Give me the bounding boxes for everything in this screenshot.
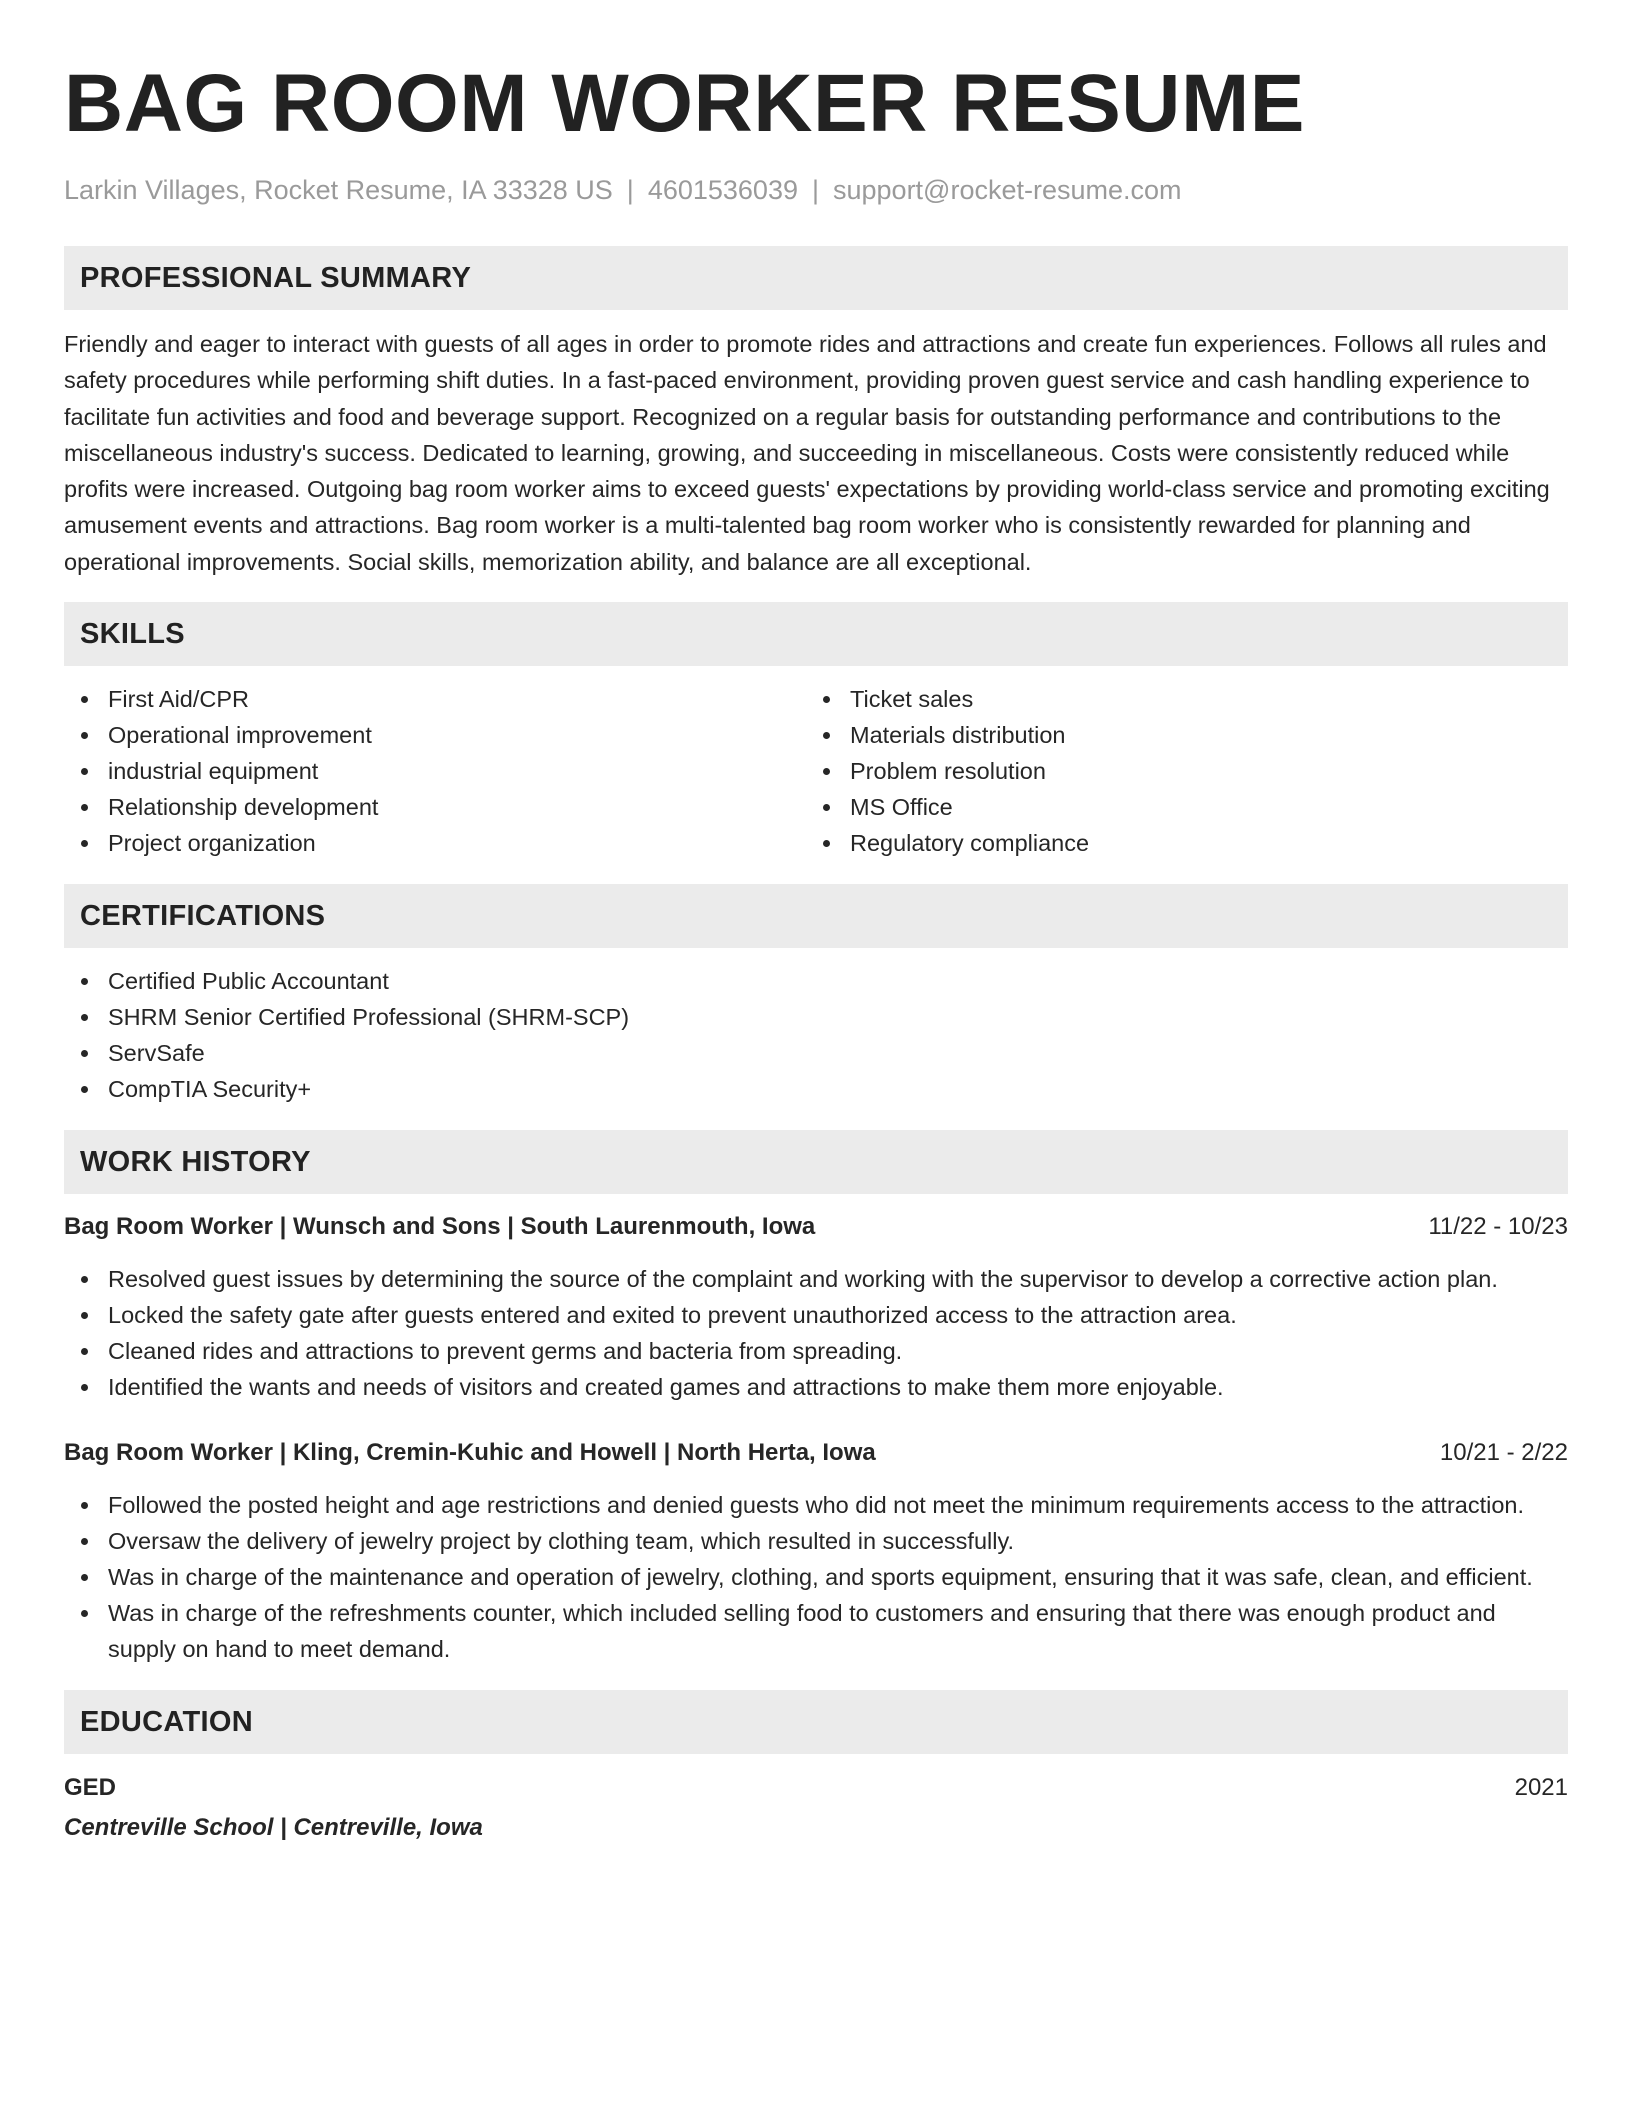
job-bullet: Oversaw the delivery of jewelry project by clothing team, which resulted in successfully. bbox=[64, 1523, 1568, 1559]
skill-item: First Aid/CPR bbox=[64, 681, 806, 717]
skill-item: Operational improvement bbox=[64, 717, 806, 753]
certification-item: Certified Public Accountant bbox=[64, 963, 1568, 999]
job-bullet: Cleaned rides and attractions to prevent germs and bacteria from spreading. bbox=[64, 1333, 1568, 1369]
job-bullet: Identified the wants and needs of visitors and created games and attractions to make them more enjoyable. bbox=[64, 1369, 1568, 1405]
certifications-list bbox=[64, 963, 1568, 1107]
education-entry bbox=[64, 1770, 1568, 1846]
contact-email: support@rocket-resume.com bbox=[833, 175, 1182, 205]
resume-title: BAG ROOM WORKER RESUME bbox=[64, 58, 1305, 149]
skill-item: Ticket sales bbox=[806, 681, 1548, 717]
skill-item: Regulatory compliance bbox=[806, 825, 1548, 861]
education-school: Centreville School | Centreville, Iowa bbox=[64, 1814, 483, 1842]
summary-heading: PROFESSIONAL SUMMARY bbox=[64, 246, 1568, 310]
certifications-heading: CERTIFICATIONS bbox=[64, 884, 1568, 948]
job-entry bbox=[64, 1435, 1568, 1667]
education-degree: GED bbox=[64, 1774, 117, 1802]
skill-item: MS Office bbox=[806, 789, 1548, 825]
job-bullet: Resolved guest issues by determining the source of the complaint and working with the supervisor to develop a corrective action plan. bbox=[64, 1261, 1568, 1297]
contact-separator: | bbox=[626, 175, 634, 205]
job-title: Bag Room Worker | Wunsch and Sons | South Laurenmouth, Iowa bbox=[64, 1213, 816, 1241]
skills-right-list bbox=[806, 681, 1548, 861]
job-entry bbox=[64, 1209, 1568, 1405]
skill-item: Materials distribution bbox=[806, 717, 1548, 753]
job-title: Bag Room Worker | Kling, Cremin-Kuhic and Howell | North Herta, Iowa bbox=[64, 1439, 876, 1467]
job-bullet: Was in charge of the maintenance and operation of jewelry, clothing, and sports equipment, ensuring that it was safe, clean, and efficient. bbox=[64, 1559, 1568, 1595]
education-header bbox=[64, 1770, 1568, 1806]
contact-line bbox=[64, 173, 1568, 207]
job-header bbox=[64, 1435, 1568, 1471]
work-history-heading: WORK HISTORY bbox=[64, 1130, 1568, 1194]
contact-address: Larkin Villages, Rocket Resume, IA 33328 US bbox=[64, 175, 613, 205]
resume-page bbox=[64, 0, 1568, 1846]
job-dates: 11/22 - 10/23 bbox=[1428, 1213, 1568, 1241]
skill-item: industrial equipment bbox=[64, 753, 806, 789]
skills-columns bbox=[64, 681, 1568, 861]
education-year: 2021 bbox=[1514, 1774, 1568, 1802]
job-dates: 10/21 - 2/22 bbox=[1439, 1439, 1568, 1467]
summary-text: Friendly and eager to interact with guests of all ages in order to promote rides and attractions and create fun experiences. Follows all rules and safety procedures while performing shift duties. In a fast-paced environment, providing proven guest service and cash handling experience to facilitate fun activities and food and beverage support. Recognized on a regular basis for outstanding performance and contributions to the miscellaneous industry's success. Dedicated to learning, growing, and succeeding in miscellaneous. Costs were consistently reduced while profits were increased. Outgoing bag room worker aims to exceed guests' expectations by providing world-class service and promoting exciting amusement events and attractions. Bag room worker is a multi-talented bag room worker who is consistently rewarded for planning and operational improvements. Social skills, memorization ability, and balance are all exceptional. bbox=[64, 331, 1550, 575]
contact-separator: | bbox=[811, 175, 819, 205]
skills-left-list bbox=[64, 681, 806, 861]
education-heading: EDUCATION bbox=[64, 1690, 1568, 1754]
job-bullets bbox=[64, 1261, 1568, 1405]
contact-phone: 4601536039 bbox=[647, 175, 798, 205]
certification-item: ServSafe bbox=[64, 1035, 1568, 1071]
certification-item: CompTIA Security+ bbox=[64, 1071, 1568, 1107]
job-bullet: Locked the safety gate after guests entered and exited to prevent unauthorized access to the attraction area. bbox=[64, 1297, 1568, 1333]
skills-heading: SKILLS bbox=[64, 602, 1568, 666]
job-bullet: Was in charge of the refreshments counter, which included selling food to customers and ensuring that there was enough product and supply on hand to meet demand. bbox=[64, 1595, 1568, 1667]
skill-item: Project organization bbox=[64, 825, 806, 861]
certification-item: SHRM Senior Certified Professional (SHRM-SCP) bbox=[64, 999, 1568, 1035]
job-bullets bbox=[64, 1487, 1568, 1667]
skill-item: Problem resolution bbox=[806, 753, 1548, 789]
skill-item: Relationship development bbox=[64, 789, 806, 825]
job-bullet: Followed the posted height and age restrictions and denied guests who did not meet the minimum requirements access to the attraction. bbox=[64, 1487, 1568, 1523]
job-header bbox=[64, 1209, 1568, 1245]
